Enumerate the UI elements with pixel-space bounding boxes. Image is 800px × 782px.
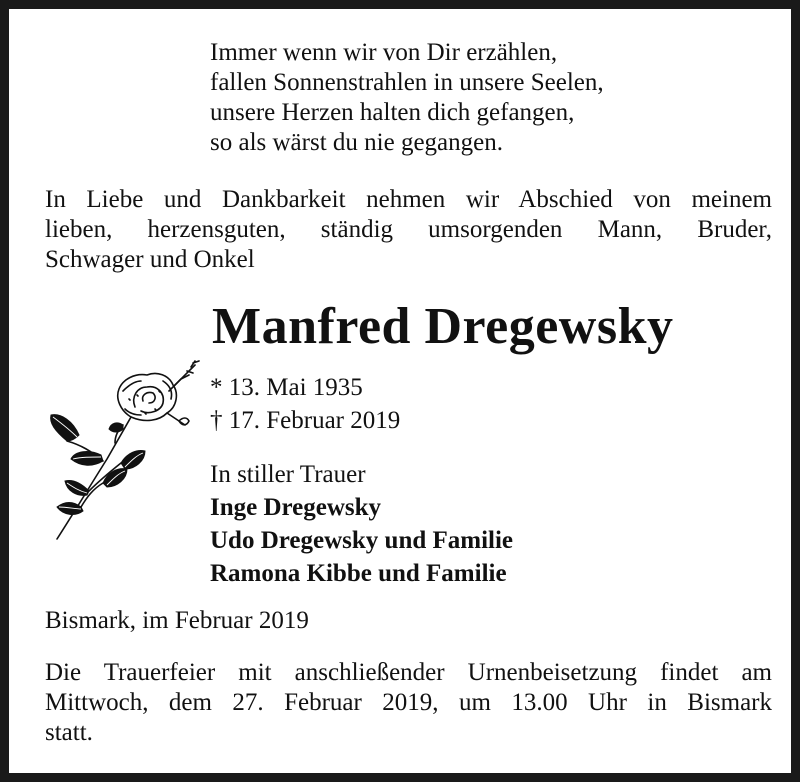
death-date: † 17. Februar 2019 [210,407,401,434]
funeral-paragraph [45,658,772,748]
funeral-line: statt. [45,719,93,746]
poem-line: so als wärst du nie gegangen. [210,129,503,156]
rose-icon [45,351,205,543]
deceased-name: Manfred Dregewsky [212,298,674,355]
mourners-heading: In stiller Trauer [210,461,366,488]
mourner-name: Ramona Kibbe und Familie [210,560,507,587]
funeral-line: Mittwoch, dem 27. Februar 2019, um 13.00 Uhr in Bismark [45,689,772,716]
intro-line: lieben, herzensguten, ständig umsorgenden Mann, Bruder, [45,216,772,243]
intro-line: In Liebe und Dankbarkeit nehmen wir Abschied von meinem [45,186,772,213]
mourner-name: Inge Dregewsky [210,494,382,521]
place-date: Bismark, im Februar 2019 [45,607,309,634]
memorial-poem [210,38,604,158]
mourner-name: Udo Dregewsky und Familie [210,527,514,554]
intro-line: Schwager und Onkel [45,246,255,273]
poem-line: fallen Sonnenstrahlen in unsere Seelen, [210,69,604,96]
funeral-line: Die Trauerfeier mit anschließender Urnenbeisetzung findet am [45,659,772,686]
intro-paragraph [45,185,772,275]
poem-line: Immer wenn wir von Dir erzählen, [210,39,558,66]
birth-date: * 13. Mai 1935 [210,374,363,401]
poem-line: unsere Herzen halten dich gefangen, [210,99,575,126]
